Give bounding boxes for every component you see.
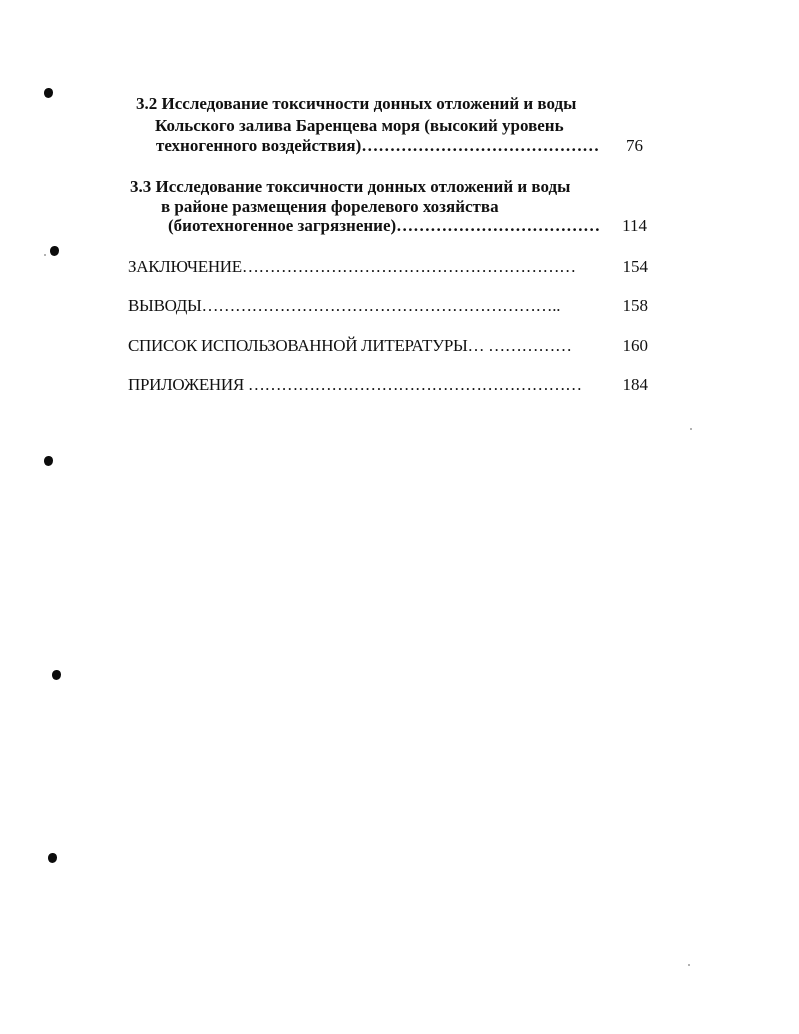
punch-hole-mark — [44, 88, 53, 98]
toc-entry-findings-label: ВЫВОДЫ……………………………………………………….. — [128, 296, 561, 315]
toc-entry-3-3-line2: в районе размещения форелевого хозяйства — [161, 197, 499, 216]
punch-hole-mark — [48, 853, 57, 863]
toc-entry-appendices-label: ПРИЛОЖЕНИЯ …………………………………………………… — [128, 375, 582, 394]
toc-entry-references-label: СПИСОК ИСПОЛЬЗОВАННОЙ ЛИТЕРАТУРЫ… …………… — [128, 336, 572, 355]
punch-hole-mark — [50, 246, 59, 256]
toc-entry-3-3-line3: (биотехногенное загрязнение)……………………………… — [168, 216, 601, 235]
toc-entry-conclusion-page: 154 — [622, 257, 648, 276]
toc-entry-conclusion-label: ЗАКЛЮЧЕНИЕ…………………………………………………… — [128, 257, 576, 276]
toc-entry-references-page: 160 — [622, 336, 648, 355]
toc-entry-3-2-line2: Кольского залива Баренцева моря (высокий уровень — [155, 116, 564, 135]
toc-entry-3-2-line3: техногенного воздействия)…………………………………… — [156, 136, 600, 155]
scan-speck — [690, 428, 692, 430]
toc-entry-3-2-line1: 3.2 Исследование токсичности донных отложений и воды — [136, 94, 577, 113]
scan-speck — [688, 964, 690, 966]
toc-entry-appendices-page: 184 — [622, 375, 648, 394]
scan-speck — [44, 254, 46, 256]
toc-entry-3-3-page: 114 — [622, 216, 647, 235]
toc-entry-3-3-line1: 3.3 Исследование токсичности донных отложений и воды — [130, 177, 571, 196]
punch-hole-mark — [44, 456, 53, 466]
punch-hole-mark — [52, 670, 61, 680]
toc-entry-findings-page: 158 — [622, 296, 648, 315]
toc-entry-3-2-page: 76 — [626, 136, 643, 155]
